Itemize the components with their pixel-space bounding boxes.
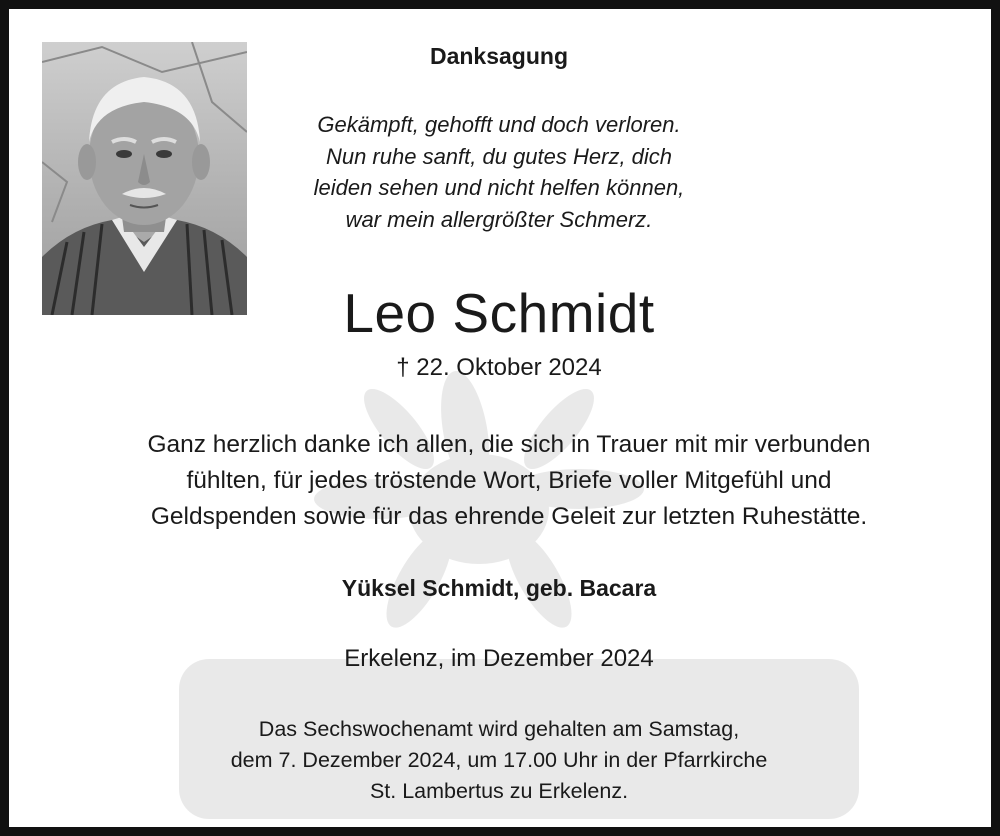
thanks-line: Geldspenden sowie für das ehrende Geleit zur letzten Ruhestätte.	[150, 503, 868, 530]
death-date: † 22. Oktober 2024	[396, 354, 602, 381]
poem	[259, 109, 739, 235]
poem-line: Nun ruhe sanft, du gutes Herz, dich	[325, 143, 673, 169]
poem-line: war mein allergrößter Schmerz.	[345, 206, 653, 232]
heading-danksagung: Danksagung	[429, 43, 569, 69]
service-line: Das Sechswochenamt wird gehalten am Samstag,	[258, 717, 740, 741]
thanks-line: fühlten, für jedes tröstende Wort, Briefe voller Mitgefühl und	[186, 467, 832, 494]
deceased-name: Leo Schmidt	[343, 282, 655, 344]
place-date: Erkelenz, im Dezember 2024	[344, 645, 654, 672]
poem-line: leiden sehen und nicht helfen können,	[313, 175, 685, 200]
service-line: dem 7. Dezember 2024, um 17.00 Uhr in der Pfarrkirche	[230, 748, 768, 772]
poem-line: Gekämpft, gehofft und doch verloren.	[317, 112, 681, 137]
portrait-photo	[42, 42, 247, 315]
service-announcement	[109, 714, 889, 807]
thanks-line: Ganz herzlich danke ich allen, die sich in Trauer mit mir verbunden	[147, 431, 871, 458]
thanks-text	[49, 427, 969, 535]
service-line: St. Lambertus zu Erkelenz.	[369, 779, 629, 803]
signer-name: Yüksel Schmidt, geb. Bacara	[341, 575, 657, 601]
portrait-image	[42, 42, 247, 315]
